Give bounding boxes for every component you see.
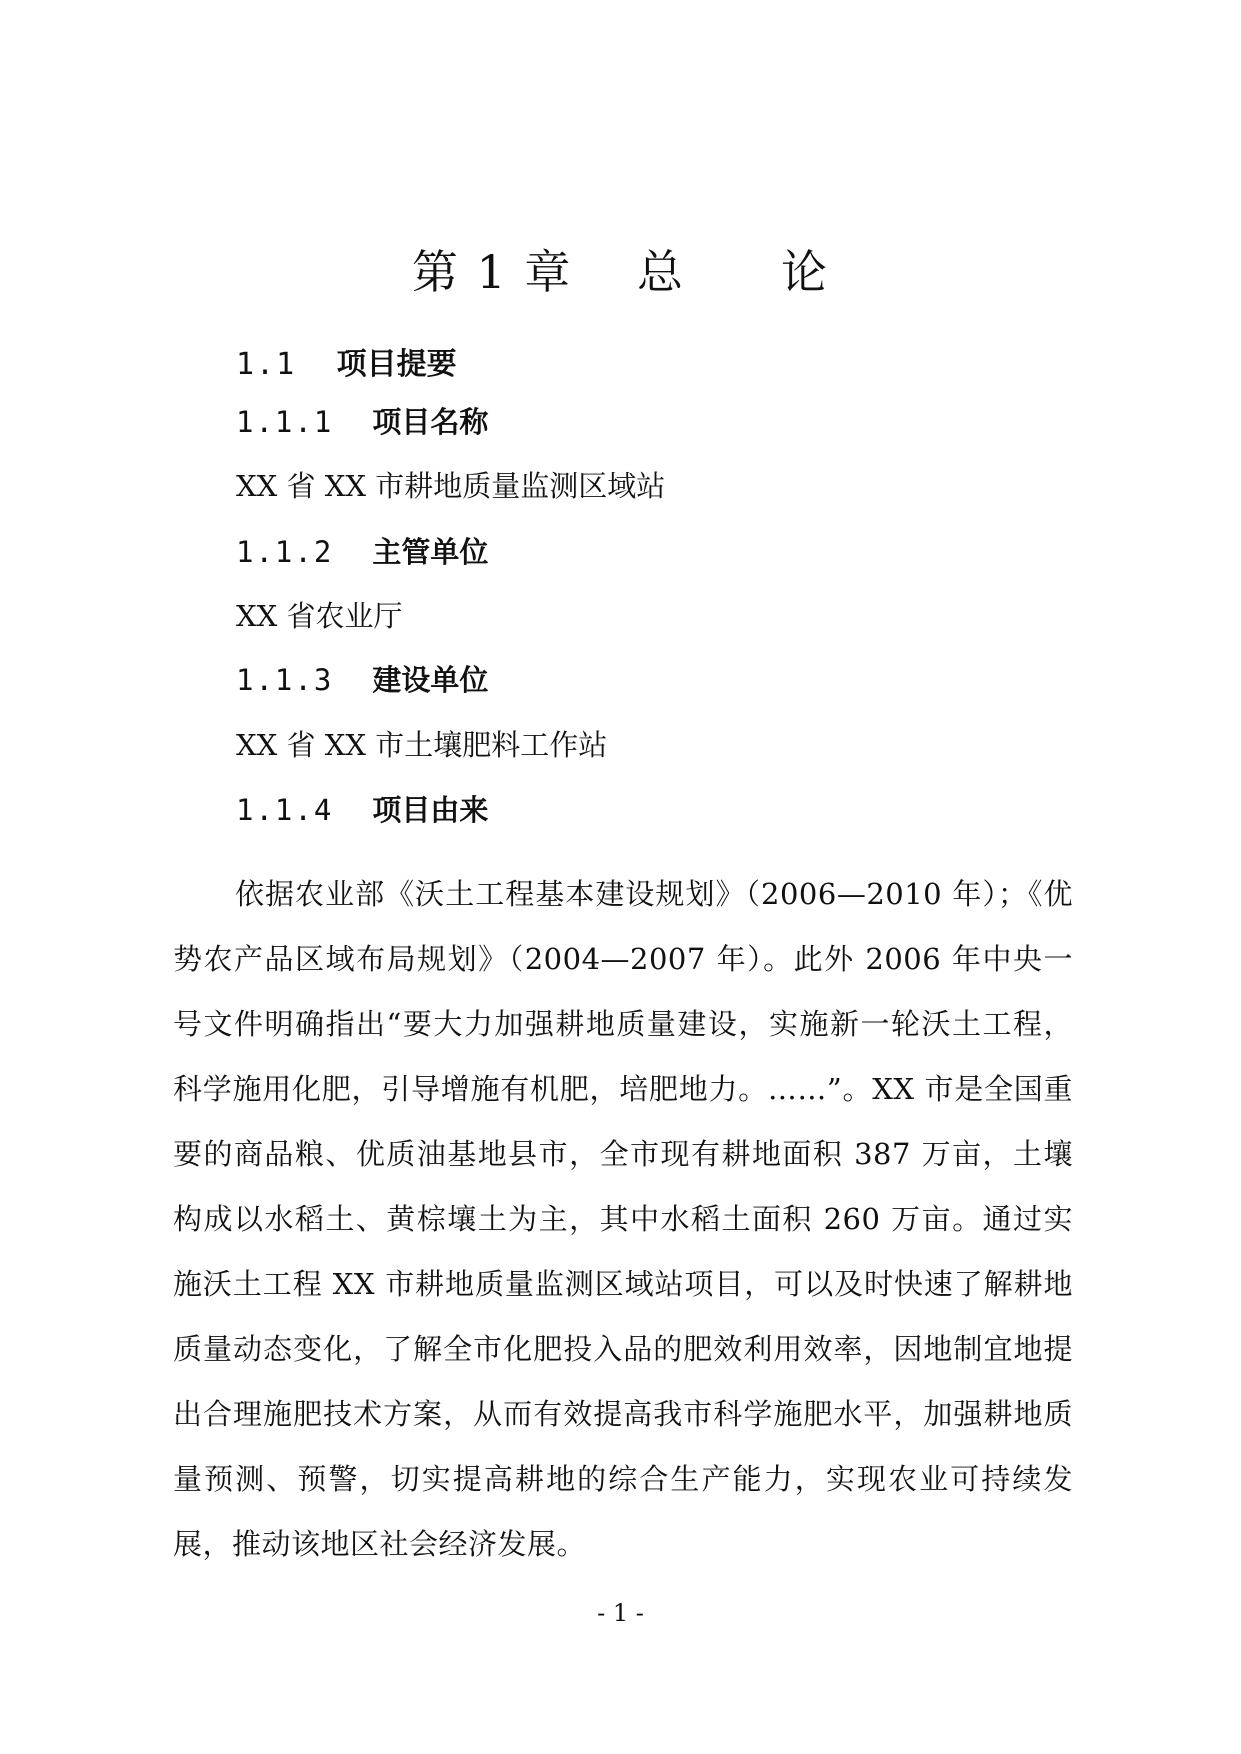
section-number: 1.1: [236, 347, 297, 382]
section-title: 项目提要: [336, 347, 457, 382]
chapter-title: 第 1 章 总 论: [411, 245, 830, 299]
supervising-unit-value: XX 省农业厅: [236, 599, 403, 633]
subsection-number: 1.1.3: [236, 663, 334, 697]
subsection-title: 项目名称: [372, 405, 489, 439]
subsection-number: 1.1.4: [236, 793, 334, 827]
subsection-heading-2: [236, 532, 488, 572]
subsection-number: 1.1.1: [236, 405, 334, 439]
project-name-value: XX 省 XX 市耕地质量监测区域站: [236, 469, 666, 503]
subsection-heading-4: [236, 790, 488, 830]
section-heading: [236, 345, 457, 385]
subsection-title: 建设单位: [372, 663, 489, 697]
subsection-title: 主管单位: [372, 535, 489, 569]
subsection-number: 1.1.2: [236, 535, 334, 569]
subsection-heading-1: [236, 402, 488, 442]
page-number: - 1 -: [597, 1599, 644, 1627]
subsection-heading-3: [236, 660, 488, 700]
project-origin-paragraph: 依据农业部《沃土工程基本建设规划》（2006—2010 年）；《优势农产品区域布局规划》（2004—2007 年）。此外 2006 年中央一号文件明确指出“要大力加强耕地质量建设，实施新一轮沃土工程，科学施用化肥，引导增施有机肥，培肥地力。……”。XX 市是全国重要的商品粮、优质油基地县市，全市现有耕地面积 387 万亩，土壤构成以水稻土、黄棕壤土为主，其中水稻土面积 260 万亩。通过实施沃土工程 XX 市耕地质量监测区域站项目，可以及时快速了解耕地质量动态变化，了解全市化肥投入品的肥效利用效率，因地制宜地提出合理施肥技术方案，从而有效提高我市科学施肥水平，加强耕地质量预测、预警，切实提高耕地的综合生产能力，实现农业可持续发展，推动该地区社会经济发展。: [173, 877, 1073, 1561]
construction-unit-value: XX 省 XX 市土壤肥料工作站: [236, 728, 608, 762]
subsection-title: 项目由来: [372, 793, 489, 827]
